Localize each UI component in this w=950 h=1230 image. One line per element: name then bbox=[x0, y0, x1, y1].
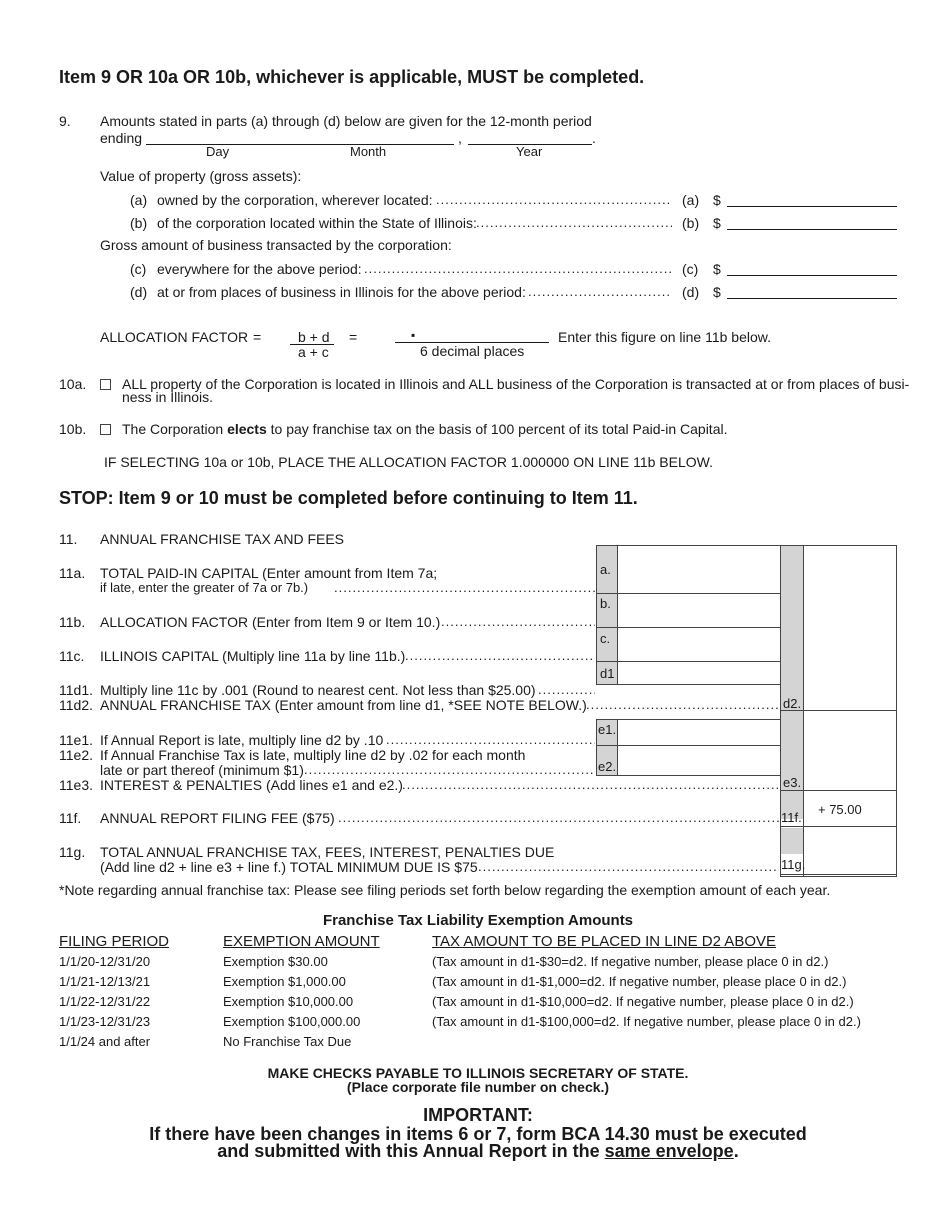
box-label-e2: e2. bbox=[598, 759, 617, 774]
item11-number: 11. bbox=[59, 531, 78, 547]
period-dot: . bbox=[592, 130, 596, 146]
line-11d1-number: 11d1. bbox=[59, 682, 93, 698]
box-label-g: 11g. bbox=[781, 857, 806, 872]
item10a-checkbox[interactable] bbox=[100, 378, 111, 393]
row-1-period: 1/1/20-12/31/20 bbox=[59, 954, 151, 969]
leader-dots bbox=[405, 649, 595, 663]
item9c-letter: (c) bbox=[130, 261, 147, 277]
line-11e1-number: 11e1. bbox=[59, 732, 93, 748]
grid-line bbox=[596, 627, 780, 628]
franchise-tax-note: *Note regarding annual franchise tax: Please see filing periods set forth below regarding the exemption amount of each year. bbox=[59, 882, 831, 898]
item9b-letter: (b) bbox=[130, 215, 148, 231]
item9b-text: of the corporation located within the State of Illinois: bbox=[157, 215, 477, 231]
dollar-sign: $ bbox=[713, 284, 721, 300]
grid-line bbox=[596, 775, 780, 776]
dollar-sign: $ bbox=[713, 215, 721, 231]
checks-file-number-line: (Place corporate file number on check.) bbox=[346, 1079, 610, 1095]
important-line2-post: . bbox=[733, 1141, 739, 1161]
grid-line bbox=[596, 545, 897, 546]
period-day-month-field[interactable] bbox=[146, 144, 454, 145]
item9d-text: at or from places of business in Illinois for the above period: bbox=[157, 284, 526, 300]
decimal-caption: 6 decimal places bbox=[420, 343, 525, 359]
row-2-tax: (Tax amount in d1-$1,000=d2. If negative number, please place 0 in d2.) bbox=[432, 974, 847, 989]
leader-dots bbox=[586, 698, 779, 712]
line-11e2-text-line2: late or part thereof (minimum $1) bbox=[100, 762, 304, 778]
grid-line bbox=[596, 545, 597, 684]
row-5-period: 1/1/24 and after bbox=[59, 1034, 151, 1049]
item10b-number: 10b. bbox=[59, 421, 87, 437]
row-1-exemption: Exemption $30.00 bbox=[223, 954, 328, 969]
row-4-exemption: Exemption $100,000.00 bbox=[223, 1014, 361, 1029]
item10a-number: 10a. bbox=[59, 376, 87, 392]
line-11e2-text-line1: If Annual Franchise Tax is late, multiply line d2 by .02 for each month bbox=[100, 747, 526, 763]
line-11d1-input[interactable] bbox=[619, 663, 779, 683]
line-11d2-number: 11d2. bbox=[59, 697, 93, 713]
leader-dots bbox=[478, 860, 779, 874]
item10b-checkbox[interactable] bbox=[100, 423, 111, 438]
important-line1: If there have been changes in items 6 or 7, form BCA 14.30 must be executed bbox=[149, 1124, 807, 1144]
item10a-text-line1: ALL property of the Corporation is located in Illinois and ALL business of the Corporation is transacted at or from places of busi- bbox=[122, 376, 910, 392]
box-label-a: a. bbox=[600, 562, 611, 577]
grid-line bbox=[617, 545, 618, 684]
line-11g-text-line1: TOTAL ANNUAL FRANCHISE TAX, FEES, INTEREST, PENALTIES DUE bbox=[100, 844, 555, 860]
box-label-e3: e3. bbox=[783, 775, 802, 790]
shade-column bbox=[780, 828, 803, 854]
dollar-sign: $ bbox=[713, 261, 721, 277]
box-label-c: c. bbox=[600, 631, 611, 646]
line-11b-number: 11b. bbox=[59, 614, 86, 630]
box-label-d1: d1 bbox=[600, 666, 615, 681]
item9-heading: Item 9 OR 10a OR 10b, whichever is applicable, MUST be completed. bbox=[59, 67, 645, 87]
item10b-text-pre: The Corporation bbox=[122, 421, 228, 437]
item9d-code: (d) bbox=[682, 284, 700, 300]
line-11d2-input[interactable] bbox=[805, 547, 895, 709]
line-11a-text-line2: if late, enter the greater of 7a or 7b.) bbox=[100, 580, 309, 595]
leader-dots bbox=[436, 193, 672, 207]
row-2-period: 1/1/21-12/13/21 bbox=[59, 974, 151, 989]
item11-title: ANNUAL FRANCHISE TAX AND FEES bbox=[100, 531, 345, 547]
box-label-d2: d2. bbox=[783, 696, 802, 711]
shade-column bbox=[780, 545, 803, 793]
important-same-envelope: same envelope bbox=[604, 1141, 734, 1161]
line-11e1-text: If Annual Report is late, multiply line d2 by .10 bbox=[100, 732, 384, 748]
grid-line bbox=[780, 876, 897, 877]
item10a-text-line2: ness in Illinois. bbox=[122, 389, 214, 405]
item10b-text-bold: elects bbox=[227, 421, 267, 437]
leader-dots bbox=[538, 683, 595, 697]
line-11b-text: ALLOCATION FACTOR (Enter from Item 9 or Item 10.) bbox=[100, 614, 441, 630]
line-11d1-text: Multiply line 11c by .001 (Round to nearest cent. Not less than $25.00) bbox=[100, 682, 536, 698]
checks-payable-line: MAKE CHECKS PAYABLE TO ILLINOIS SECRETARY OF STATE. bbox=[267, 1065, 689, 1081]
row-4-tax: (Tax amount in d1-$100,000=d2. If negative number, please place 0 in d2.) bbox=[432, 1014, 861, 1029]
line-11e3-number: 11e3. bbox=[59, 777, 93, 793]
line-11e2-input[interactable] bbox=[619, 747, 779, 774]
row-3-exemption: Exemption $10,000.00 bbox=[223, 994, 354, 1009]
item9d-amount-field[interactable] bbox=[727, 298, 897, 299]
equals-sign: = bbox=[349, 329, 358, 345]
line-11g-input[interactable] bbox=[805, 828, 895, 873]
line-11g-text-line2: (Add line d2 + line e3 + line f.) TOTAL MINIMUM DUE IS $75 bbox=[100, 859, 478, 875]
header-tax-amount: TAX AMOUNT TO BE PLACED IN LINE D2 ABOVE bbox=[432, 933, 776, 950]
decimal-point-mark: ▪ bbox=[411, 328, 416, 342]
grid-line bbox=[780, 790, 897, 791]
box-label-f: 11f. bbox=[781, 810, 802, 825]
grid-line bbox=[780, 826, 897, 827]
leader-dots bbox=[476, 216, 672, 230]
line-11d2-text: ANNUAL FRANCHISE TAX (Enter amount from line d1, *SEE NOTE BELOW.) bbox=[100, 697, 587, 713]
label-month: Month bbox=[350, 144, 387, 159]
leader-dots bbox=[304, 763, 595, 777]
item9-number: 9. bbox=[59, 113, 71, 129]
row-3-tax: (Tax amount in d1-$10,000=d2. If negative number, please place 0 in d2.) bbox=[432, 994, 854, 1009]
label-year: Year bbox=[516, 144, 543, 159]
line-11e2-number: 11e2. bbox=[59, 747, 93, 763]
line-11f-text: ANNUAL REPORT FILING FEE ($75) bbox=[100, 810, 335, 826]
box-label-b: b. bbox=[600, 596, 611, 611]
row-3-period: 1/1/22-12/31/22 bbox=[59, 994, 151, 1009]
grid-line bbox=[596, 745, 780, 746]
row-5-exemption: No Franchise Tax Due bbox=[223, 1034, 352, 1049]
item9a-letter: (a) bbox=[130, 192, 148, 208]
line-11e3-input[interactable] bbox=[805, 712, 895, 789]
row-2-exemption: Exemption $1,000.00 bbox=[223, 974, 346, 989]
property-heading: Value of property (gross assets): bbox=[100, 168, 302, 184]
line-11f-value: + 75.00 bbox=[818, 802, 862, 817]
item9c-text: everywhere for the above period: bbox=[157, 261, 362, 277]
header-exemption-amount: EXEMPTION AMOUNT bbox=[223, 933, 380, 950]
exemption-table-title: Franchise Tax Liability Exemption Amounts bbox=[322, 912, 634, 929]
box-label-e1: e1. bbox=[598, 722, 617, 737]
line-11c-text: ILLINOIS CAPITAL (Multiply line 11a by line 11b.) bbox=[100, 648, 406, 664]
line-11a-text-line1: TOTAL PAID-IN CAPITAL (Enter amount from Item 7a; bbox=[100, 565, 438, 581]
row-1-tax: (Tax amount in d1-$30=d2. If negative number, please place 0 in d2.) bbox=[432, 954, 829, 969]
line-11g-number: 11g. bbox=[59, 844, 86, 860]
stop-heading: STOP: Item 9 or 10 must be completed before continuing to Item 11. bbox=[59, 488, 638, 508]
fraction-denominator: a + c bbox=[298, 344, 329, 360]
label-day: Day bbox=[206, 144, 230, 159]
line-11a-number: 11a. bbox=[59, 565, 86, 581]
item10b-text bbox=[122, 422, 727, 437]
important-line2 bbox=[0, 1142, 950, 1162]
item9d-letter: (d) bbox=[130, 284, 148, 300]
grid-line bbox=[596, 593, 780, 594]
grid-line bbox=[780, 874, 897, 875]
important-title: IMPORTANT: bbox=[423, 1105, 533, 1125]
dollar-sign: $ bbox=[713, 192, 721, 208]
gross-heading: Gross amount of business transacted by the corporation: bbox=[100, 237, 452, 253]
selecting-note: IF SELECTING 10a or 10b, PLACE THE ALLOCATION FACTOR 1.000000 ON LINE 11b BELOW. bbox=[104, 454, 713, 470]
item9b-code: (b) bbox=[682, 215, 700, 231]
header-filing-period: FILING PERIOD bbox=[59, 933, 170, 950]
line-11c-number: 11c. bbox=[59, 648, 85, 664]
line-11e1-input[interactable] bbox=[619, 721, 779, 744]
leader-dots bbox=[338, 811, 779, 825]
leader-dots bbox=[386, 733, 595, 747]
grid-line bbox=[596, 661, 780, 662]
row-4-period: 1/1/23-12/31/23 bbox=[59, 1014, 151, 1029]
leader-dots bbox=[528, 285, 672, 299]
item9a-amount-field[interactable] bbox=[727, 206, 897, 207]
fraction-numerator: b + d bbox=[298, 329, 330, 345]
comma: , bbox=[458, 130, 462, 146]
important-line2-pre: and submitted with this Annual Report in the bbox=[217, 1141, 605, 1161]
item9-intro: Amounts stated in parts (a) through (d) below are given for the 12-month period bbox=[100, 113, 592, 129]
item9-ending-label: ending bbox=[100, 130, 143, 146]
alloc-instruction: Enter this figure on line 11b below. bbox=[558, 329, 771, 345]
leader-dots bbox=[402, 778, 779, 792]
grid-line bbox=[617, 719, 618, 775]
item9c-amount-field[interactable] bbox=[727, 275, 897, 276]
grid-line bbox=[596, 719, 597, 775]
item9b-amount-field[interactable] bbox=[727, 229, 897, 230]
line-11e3-text: INTEREST & PENALTIES (Add lines e1 and e2.) bbox=[100, 777, 403, 793]
item9a-code: (a) bbox=[682, 192, 700, 208]
item9a-text: owned by the corporation, wherever located: bbox=[157, 192, 433, 208]
alloc-label: ALLOCATION FACTOR bbox=[100, 329, 249, 345]
item9c-code: (c) bbox=[682, 261, 699, 277]
leader-dots bbox=[334, 581, 595, 595]
leader-dots bbox=[441, 615, 595, 629]
equals-sign: = bbox=[253, 329, 262, 345]
line-11c-input[interactable] bbox=[619, 629, 779, 660]
line-11f-number: 11f. bbox=[59, 810, 82, 826]
line-11a-input[interactable] bbox=[619, 547, 779, 592]
leader-dots bbox=[364, 262, 672, 276]
grid-line bbox=[596, 684, 780, 685]
line-11b-input[interactable] bbox=[619, 595, 779, 626]
grid-line bbox=[596, 719, 780, 720]
item10b-text-post: to pay franchise tax on the basis of 100 percent of its total Paid-in Capital. bbox=[266, 421, 728, 437]
